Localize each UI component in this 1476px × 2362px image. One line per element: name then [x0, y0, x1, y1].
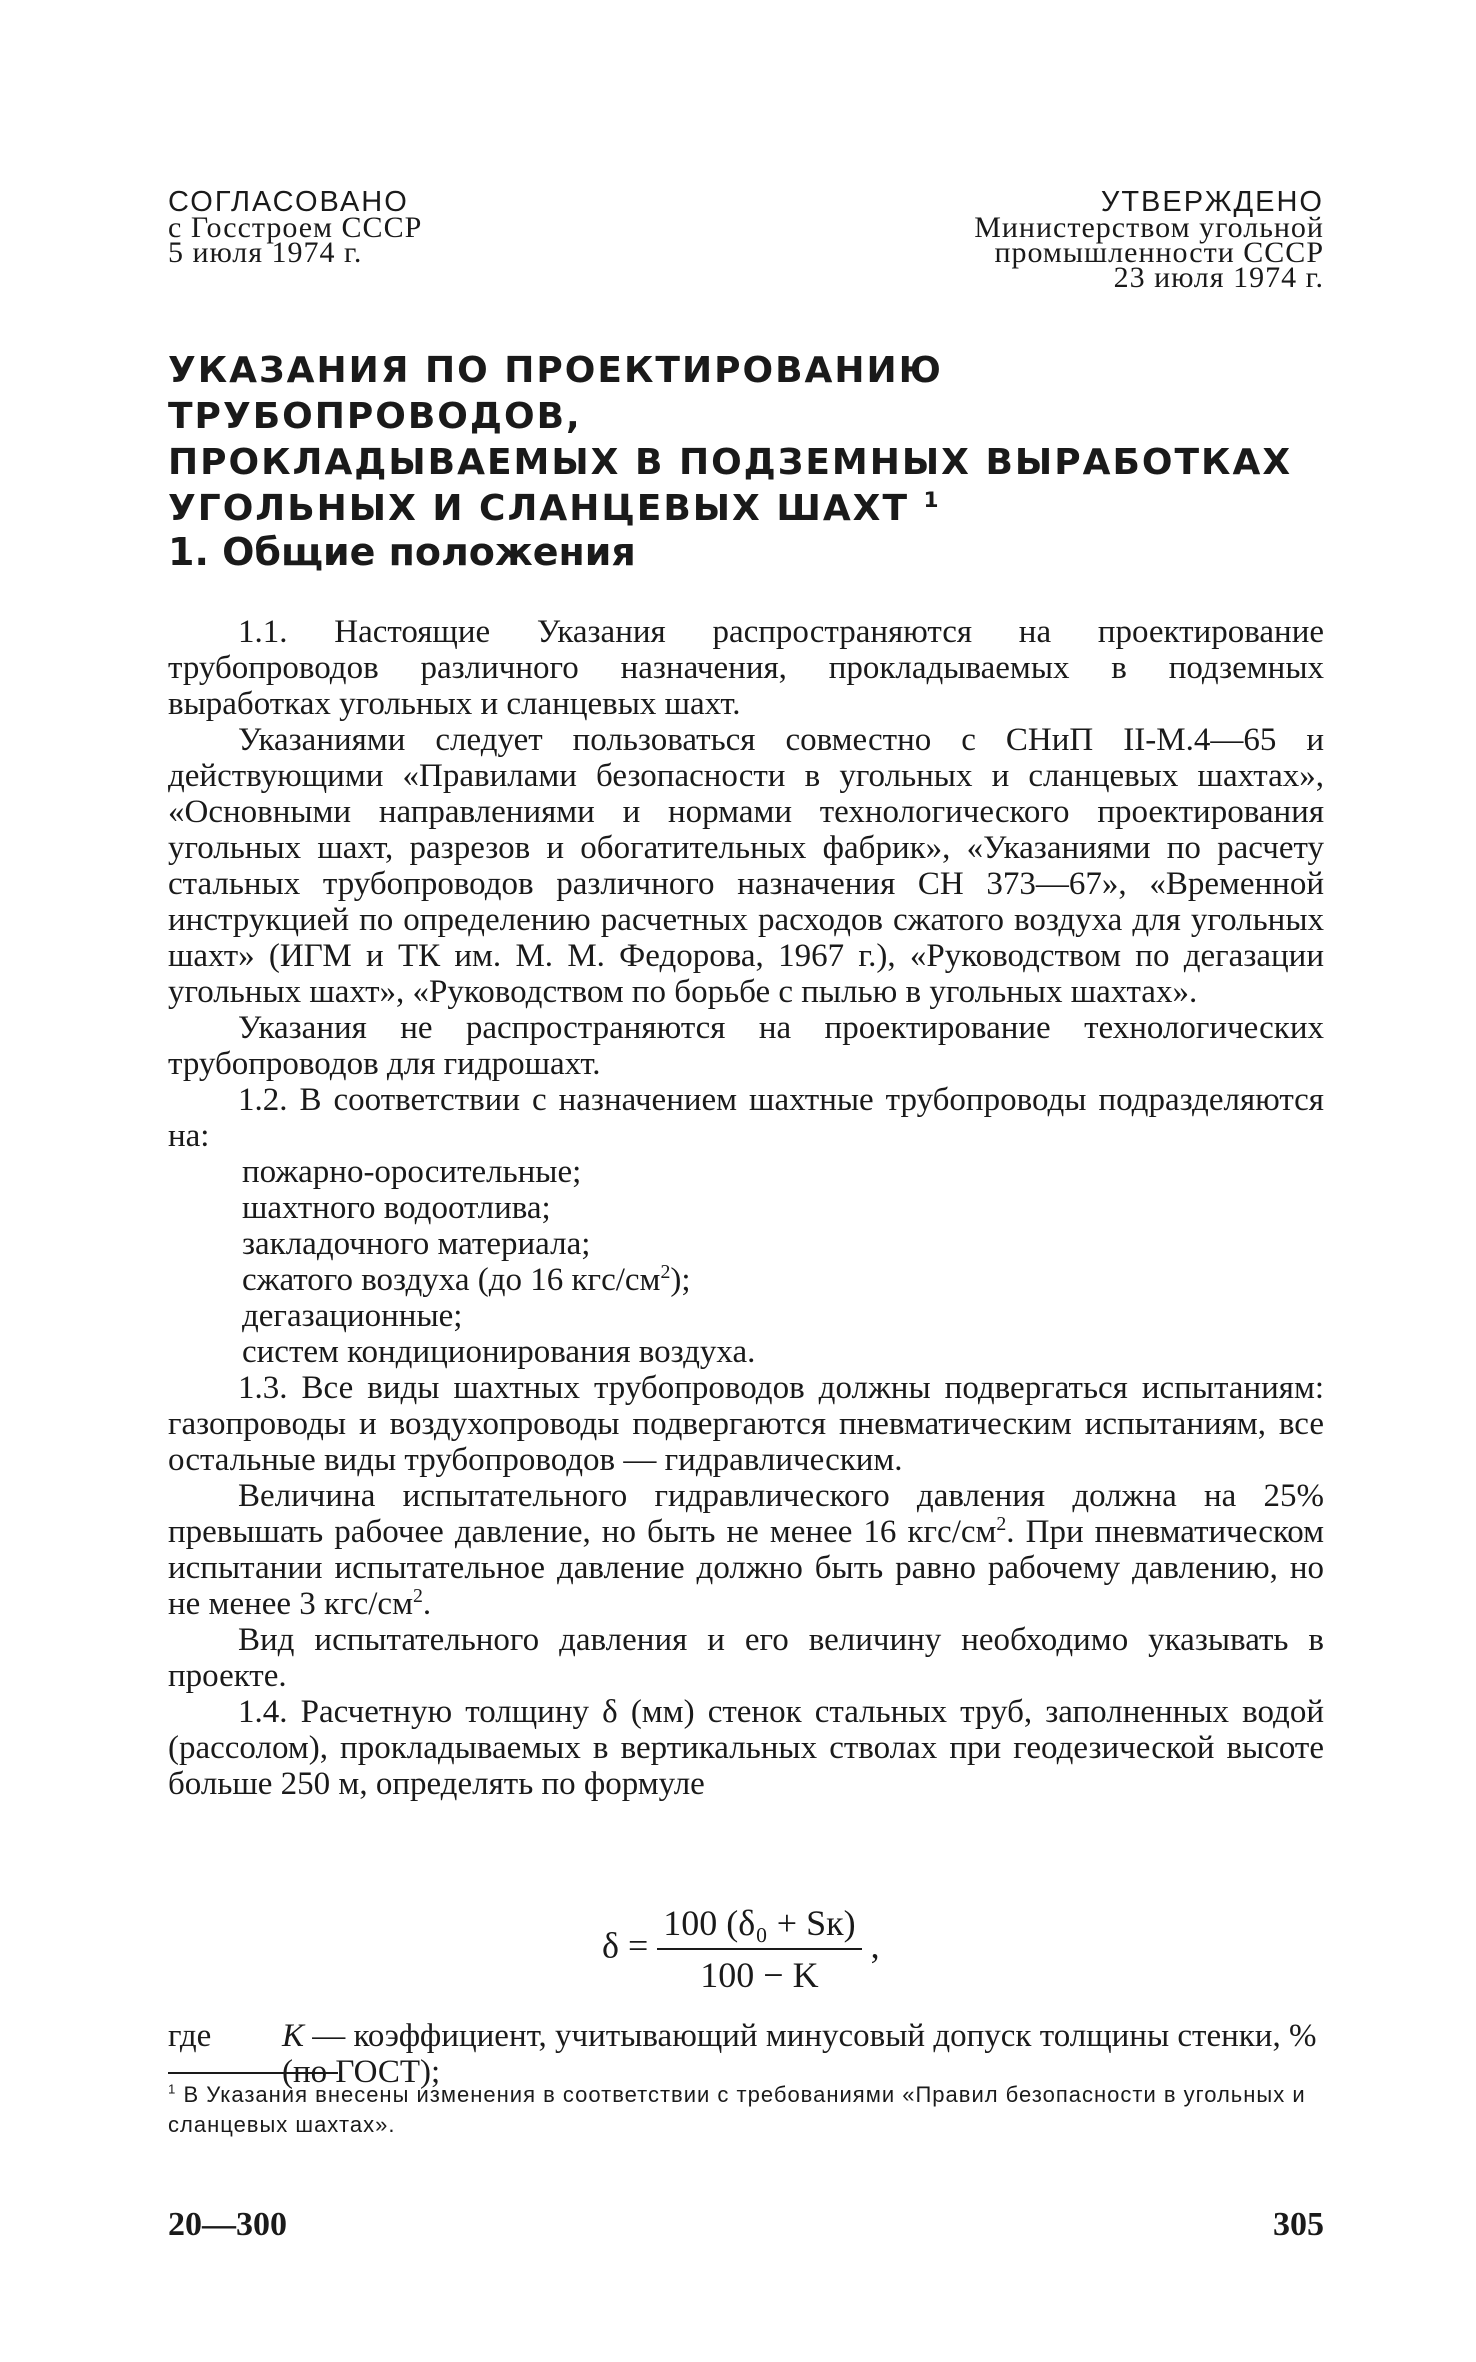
- document-title: [168, 348, 1328, 532]
- list-item: закладочного материала;: [242, 1226, 591, 1262]
- footnote: [168, 2080, 1324, 2140]
- list-item: дегазационные;: [242, 1298, 463, 1334]
- where-text: — коэффициент, учитывающий минусовый допуск толщины стенки, % (по ГОСТ);: [282, 2018, 1317, 2090]
- paragraph-usage: Указаниями следует пользоваться совместно с СНиП II-М.4—65 и действующими «Правилами безопасности в угольных и сланцевых шахтах», «Основными направлениями и нормами технологического проектирования угольных шахт, разрезов и обогатительных фабрик», «Указаниями по расчету стальных трубопроводов различного назначения СН 373—67», «Временной инструкцией по определению расчетных расходов сжатого воздуха для угольных шахт» (ИГМ и ТК им. М. М. Федорова, 1967 г.), «Руководством по дегазации угольных шахт», «Руководством по борьбе с пылью в угольных шахтах».: [168, 722, 1324, 1010]
- formula-lhs: δ =: [602, 1925, 649, 1966]
- section-heading: [168, 530, 636, 574]
- approval-right: [974, 186, 1324, 294]
- body-text: [168, 614, 1324, 1802]
- formula-trail: ,: [870, 1925, 880, 1966]
- title-line: УГОЛЬНЫХ И СЛАНЦЕВЫХ ШАХТ $^1$: [168, 488, 941, 529]
- section-title: 1. Общие положения: [168, 530, 636, 574]
- list-item: сжатого воздуха (до 16 кгс/$см^2$);: [242, 1261, 691, 1298]
- formula: [602, 1902, 880, 1996]
- approval-left: [168, 186, 423, 269]
- formula-numerator: 100 (δ₀ + Sк): [657, 1902, 861, 1950]
- approval-left-date: 5 июля 1974 г.: [168, 236, 363, 269]
- footnote-marker: 1: [168, 2081, 177, 2097]
- paragraph-1-4: 1.4. Расчетную толщину δ (мм) стенок стальных труб, заполненных водой (рассолом), прокладываемых в вертикальных стволах при геодезической высоте больше 250 м, определять по формуле: [168, 1694, 1324, 1802]
- footnote-text: В Указания внесены изменения в соответствии с требованиями «Правил безопасности в угольных и сланцевых шахтах».: [168, 2082, 1306, 2137]
- paragraph-1-3: 1.3. Все виды шахтных трубопроводов должны подвергаться испытаниям: газопроводы и воздухопроводы подвергаются пневматическим испытаниям, все остальные виды трубопроводов — гидравлическим.: [168, 1370, 1324, 1478]
- formula-denominator: 100 − K: [700, 1955, 819, 1995]
- approval-right-label: УТВЕРЖДЕНО: [1100, 186, 1324, 218]
- formula-fraction: [657, 1902, 861, 1996]
- signature-mark: 20—300: [168, 2206, 287, 2243]
- approval-left-label: СОГЛАСОВАНО: [168, 186, 409, 218]
- approval-right-line: промышленности СССР: [994, 236, 1324, 269]
- list-item: пожарно-оросительные;: [242, 1154, 582, 1190]
- approval-left-line: с Госстроем СССР: [168, 211, 423, 244]
- approval-right-date: 23 июля 1974 г.: [1113, 261, 1324, 294]
- paragraph-exclusion: Указания не распространяются на проектирование технологических трубопроводов для гидрошахт.: [168, 1010, 1324, 1082]
- title-line: УКАЗАНИЯ ПО ПРОЕКТИРОВАНИЮ ТРУБОПРОВОДОВ,: [168, 350, 943, 437]
- title-line: ПРОКЛАДЫВАЕМЫХ В ПОДЗЕМНЫХ ВЫРАБОТКАХ: [168, 442, 1293, 483]
- title-footnote-marker: 1: [923, 488, 941, 513]
- footnote-divider: [168, 2072, 338, 2074]
- approval-right-line: Министерством угольной: [974, 211, 1324, 244]
- page-number: 305: [1273, 2206, 1324, 2243]
- paragraph-test-type: Вид испытательного давления и его величину необходимо указывать в проекте.: [168, 1622, 1324, 1694]
- paragraph-1-1: 1.1. Настоящие Указания распространяются на проектирование трубопроводов различного назначения, прокладываемых в подземных выработках угольных и сланцевых шахт.: [168, 614, 1324, 722]
- list-item: систем кондиционирования воздуха.: [242, 1334, 756, 1370]
- list-item: шахтного водоотлива;: [242, 1190, 551, 1226]
- paragraph-test-pressure: Величина испытательного гидравлического давления должна на 25% превышать рабочее давление, но быть не менее 16 кгс/$см^2$. При пневматическом испытании испытательное давление должно быть равно рабочему давлению, но не менее 3 кгс/$см^2$.: [168, 1478, 1324, 1622]
- where-symbol: K: [282, 2018, 305, 2054]
- where-word: где: [168, 2018, 212, 2054]
- paragraph-1-2: 1.2. В соответствии с назначением шахтные трубопроводы подразделяются на:: [168, 1082, 1324, 1154]
